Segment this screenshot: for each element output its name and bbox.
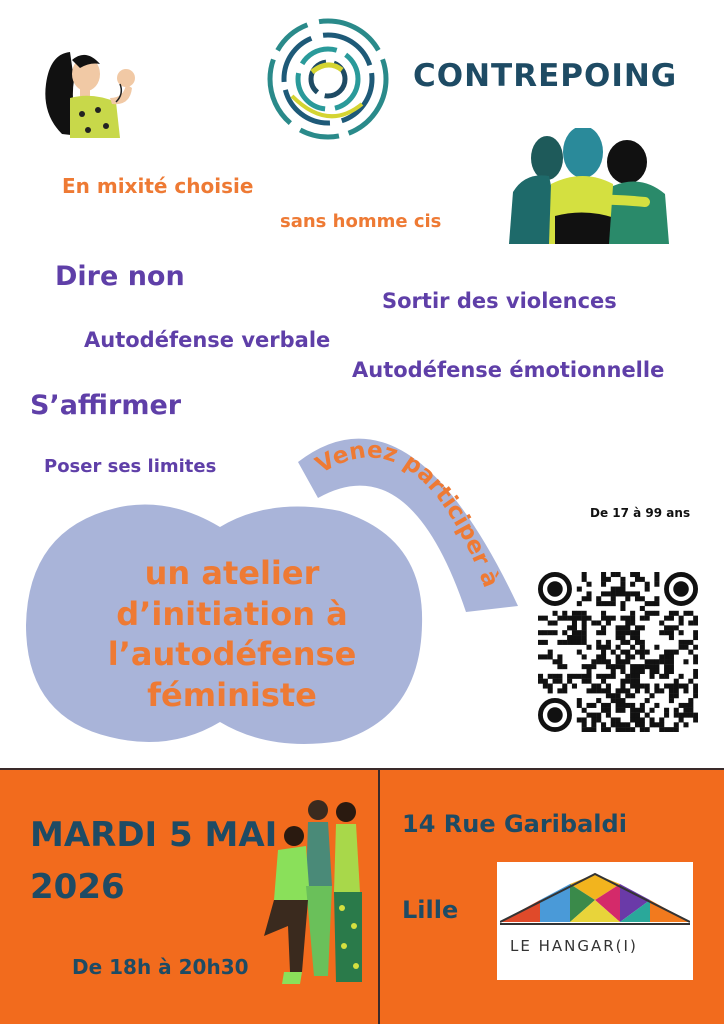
audience-line-mixite: En mixité choisie [62,174,254,198]
topic-autodefense-emotionnelle: Autodéfense émotionnelle [352,358,665,382]
workshop-line-3: l’autodéfense [107,635,357,674]
topic-sortir-violences: Sortir des violences [382,289,617,313]
qr-finder-pattern [540,700,569,729]
footer-divider-middle [378,768,380,1024]
invite-arc-text: Venez participer à [311,437,504,591]
woman-flexing-icon [40,44,148,140]
event-time: De 18h à 20h30 [72,955,249,979]
event-address: 14 Rue Garibaldi [402,810,627,838]
event-city: Lille [402,896,459,924]
workshop-title [82,553,382,716]
workshop-line-2: d’initiation à [116,594,348,633]
workshop-line-4: féministe [147,675,317,714]
venue-logo-text: LE HANGAR(I) [510,937,638,955]
topic-poser-limites: Poser ses limites [44,456,217,477]
contrepoing-logo-icon [262,14,394,144]
qr-finder-pattern [540,574,569,603]
topic-dire-non: Dire non [55,261,185,292]
footer-divider-top [0,768,724,770]
event-date-year: 2026 [30,867,125,907]
topic-s-affirmer: S’affirmer [30,390,182,421]
event-date-day: MARDI 5 MAI [30,815,278,855]
workshop-line-1: un atelier [144,554,320,592]
qr-finder-pattern [666,574,695,603]
qr-code-icon[interactable] [538,572,698,732]
women-group-icon [505,128,673,244]
brand-name: CONTREPOING [413,58,678,94]
audience-line-sans-homme: sans homme cis [280,211,442,232]
age-range: De 17 à 99 ans [590,506,691,520]
hangar-roof-icon [500,870,690,936]
topic-autodefense-verbale: Autodéfense verbale [84,328,331,352]
three-women-icon [258,796,370,992]
